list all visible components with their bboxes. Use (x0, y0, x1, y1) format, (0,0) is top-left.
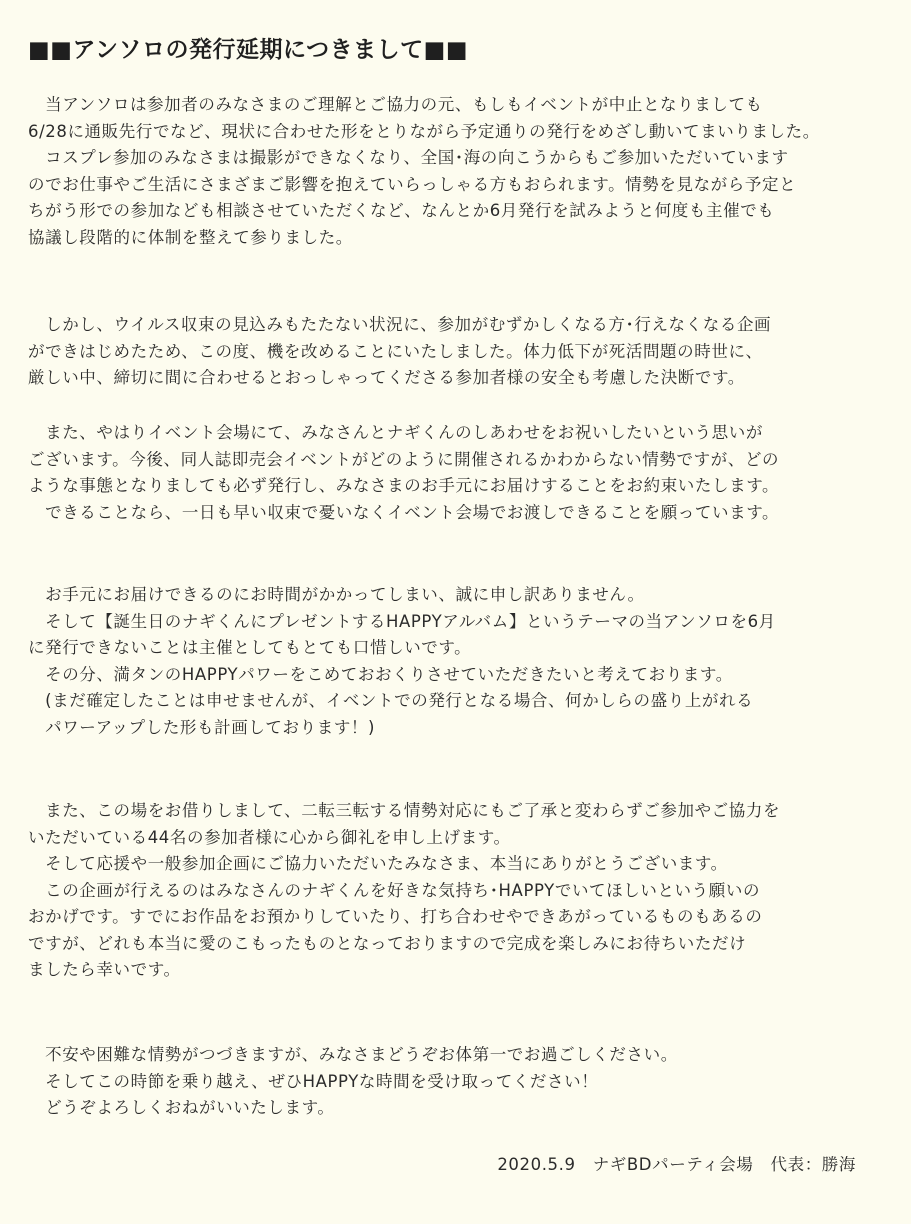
paragraph-line: 協議し段階的に体制を整えて参りました。 (28, 227, 353, 247)
paragraph-line: 不安や困難な情勢がつづきますが、みなさまどうぞお体第一でお過ごしください。 (28, 1045, 678, 1064)
paragraph-line: また、この場をお借りしまして、二転三転する情勢対応にもご了承と変わらずご参加やご協力を (28, 801, 781, 820)
paragraph-event-wish (28, 420, 898, 526)
paragraph-line: おかげです。すでにお作品をお預かりしていたり、打ち合わせやできあがっているものもあるの (28, 907, 763, 926)
paragraph-line: この企画が行えるのはみなさんのナギくんを好きな気持ち･HAPPYでいてほしいという願いの (28, 880, 761, 900)
paragraph-line: のでお仕事やご生活にさまざまご影響を抱えていらっしゃる方もおられます。情勢を見ながら予定と (28, 174, 797, 194)
paragraph-line: その分、満タンのHAPPYパワーをこめておおくりさせていただきたいと考えております。 (28, 664, 733, 684)
paragraph-line: そして【誕生日のナギくんにプレゼントするHAPPYアルバム】というテーマの当アンソロを6月 (28, 611, 776, 631)
paragraph-line: に発行できないことは主催としてもとても口惜しいです。 (28, 638, 472, 657)
notice-title: ■■アンソロの発行延期につきまして■■ (28, 37, 469, 63)
paragraph-closing (28, 1042, 898, 1122)
paragraph-line: また、やはりイベント会場にて、みなさんとナギくんのしあわせをお祝いしたいという思いが (28, 423, 763, 442)
paragraph-line: ございます。今後、同人誌即売会イベントがどのように開催されるかわからない情勢ですが、どの (28, 449, 780, 469)
paragraph-apology (28, 582, 898, 741)
paragraph-line: ちがう形での参加なども相談させていただくなど、なんとか6月発行を試みようと何度も主催でも (28, 201, 775, 220)
paragraph-publication-plan (28, 92, 898, 251)
paragraph-line: しかし、ウイルス収束の見込みもたたない状況に、参加がむずかしくなる方･行えなくなる企画 (28, 315, 772, 334)
paragraph-line: 厳しい中、締切に間に合わせるとおっしゃってくださる参加者様の安全も考慮した決断です。 (28, 368, 745, 387)
paragraph-line: どうぞよろしくおねがいいたします。 (28, 1098, 335, 1117)
paragraph-line: できることなら、一日も早い収束で憂いなくイベント会場でお渡しできることを願っています。 (28, 502, 780, 522)
signature: 2020.5.9 ナギBDパーティ会場 代表：勝海 (497, 1155, 856, 1174)
paragraph-line: 6/28に通販先行でなど、現状に合わせた形をとりながら予定通りの発行をめざし動いてまいりました。 (28, 121, 820, 141)
paragraph-thanks (28, 798, 898, 984)
paragraph-line: ような事態となりましても必ず発行し、みなさまのお手元にお届けすることをお約束いたします。 (28, 476, 780, 495)
paragraph-line: 当アンソロは参加者のみなさまのご理解とご協力の元、もしもイベントが中止となりましても (28, 95, 763, 114)
paragraph-line: (まだ確定したことは申せませんが、イベントでの発行となる場合、何かしらの盛り上がれる (28, 691, 754, 710)
paragraph-postponement-reason (28, 312, 898, 392)
paragraph-line: ましたら幸いです。 (28, 960, 181, 979)
paragraph-line: お手元にお届けできるのにお時間がかかってしまい、誠に申し訳ありません。 (28, 585, 645, 604)
paragraph-line: ができはじめたため、この度、機を改めることにいたしました。体力低下が死活問題の時世に、 (28, 341, 763, 361)
paragraph-line: そして応援や一般参加企画にご協力いただいたみなさま、本当にありがとうございます。 (28, 854, 728, 873)
paragraph-line: コスプレ参加のみなさまは撮影ができなくなり、全国･海の向こうからもご参加いただいています (28, 148, 789, 167)
paragraph-line: いただいている44名の参加者様に心から御礼を申し上げます。 (28, 827, 511, 847)
paragraph-line: パワーアップした形も計画しております！) (28, 717, 376, 737)
paragraph-line: そしてこの時節を乗り越え、ぜひHAPPYな時間を受け取ってください！ (28, 1071, 599, 1091)
paragraph-line: ですが、どれも本当に愛のこもったものとなっておりますので完成を楽しみにお待ちいただけ (28, 933, 747, 953)
